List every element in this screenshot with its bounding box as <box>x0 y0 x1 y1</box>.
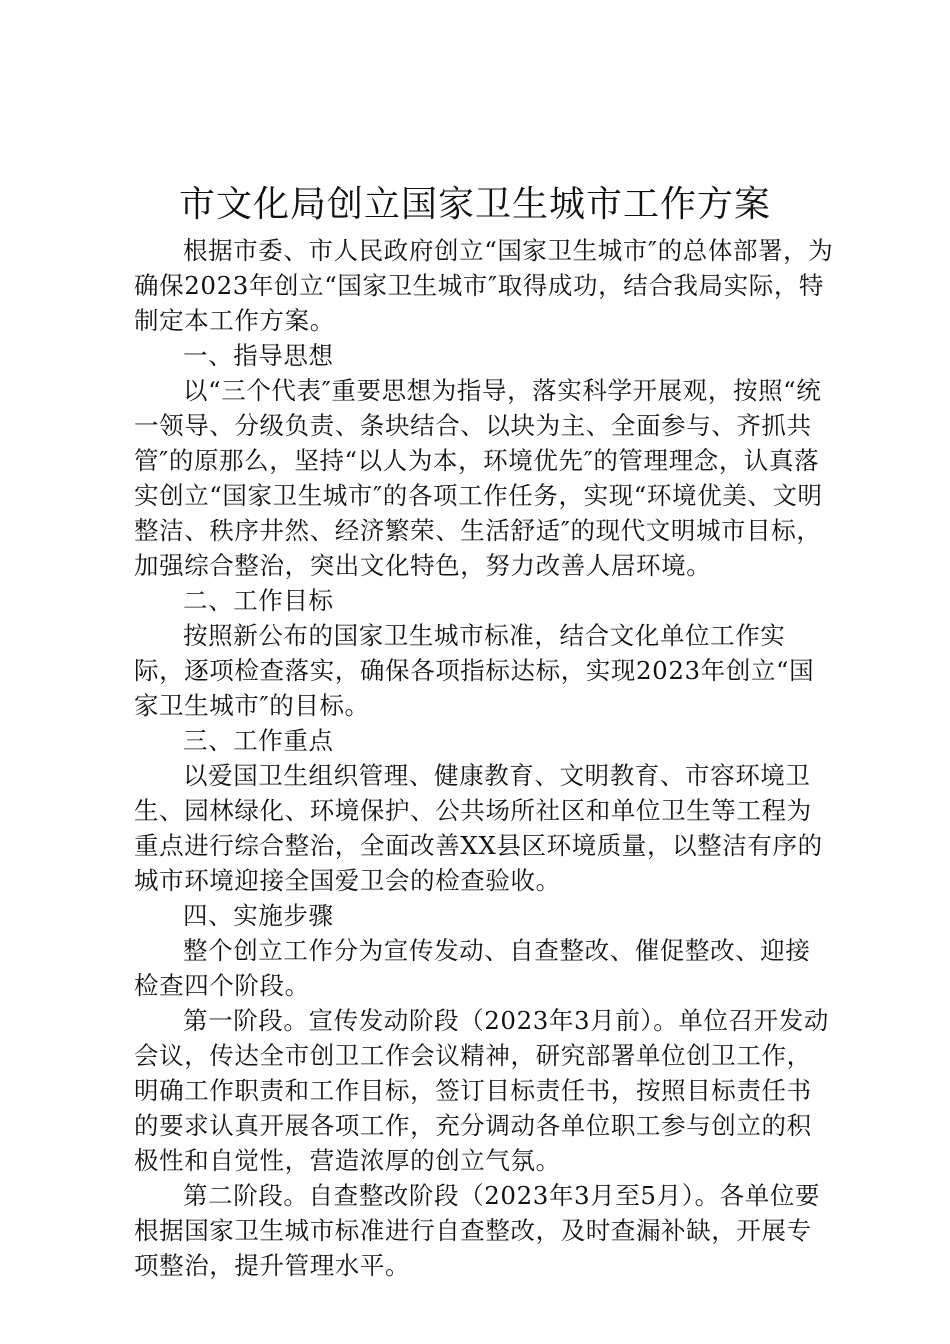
guiding-ideology-paragraph: 以“三个代表″重要思想为指导，落实科学开展观，按照“统一领导、分级负责、条块结合、以块为主、全面参与、齐抓共管″的原那么，坚持“以人为本，环境优先″的管理理念，认真落实创立“国家卫生城市″的各项工作任务，实现“环境优美、文明整洁、秩序井然、经济繁荣、生活舒适″的现代文明城市目标，加强综合整治，突出文化特色，努力改善人居环境。 <box>134 376 823 580</box>
phase-one-paragraph: 第一阶段。宣传发动阶段（2023年3月前）。单位召开发动会议，传达全市创卫工作会议精神，研究部署单位创卫工作，明确工作职责和工作目标，签订目标责任书，按照目标责任书的要求认真开展各项工作，充分调动各单位职工参与创立的积极性和自觉性，营造浓厚的创立气氛。 <box>134 1006 829 1175</box>
work-focus-paragraph: 以爱国卫生组织管理、健康教育、文明教育、市容环境卫生、园林绿化、环境保护、公共场所社区和单位卫生等工程为重点进行综合整治，全面改善XX县区环境质量，以整洁有序的城市环境迎接全国爱卫会的检查验收。 <box>134 761 823 895</box>
intro-paragraph: 根据市委、市人民政府创立“国家卫生城市″的总体部署，为确保2023年创立“国家卫生城市″取得成功，结合我局实际，特制定本工作方案。 <box>134 236 834 335</box>
section-heading-work-focus: 三、工作重点 <box>183 726 334 755</box>
document-title: 市文化局创立国家卫生城市工作方案 <box>178 184 771 225</box>
work-goals-paragraph: 按照新公布的国家卫生城市标准，结合文化单位工作实际，逐项检查落实，确保各项指标达标，实现2023年创立“国家卫生城市″的目标。 <box>134 621 815 720</box>
section-heading-work-goals: 二、工作目标 <box>183 586 334 615</box>
section-heading-implementation-steps: 四、实施步骤 <box>183 901 334 930</box>
document-body <box>134 233 834 1283</box>
section-heading-guiding-ideology: 一、指导思想 <box>183 341 334 370</box>
implementation-overview-paragraph: 整个创立工作分为宣传发动、自查整改、催促整改、迎接检查四个阶段。 <box>134 936 811 1000</box>
phase-two-paragraph: 第二阶段。自查整改阶段（2023年3月至5月）。各单位要根据国家卫生城市标准进行自查整改，及时查漏补缺，开展专项整治，提升管理水平。 <box>134 1181 821 1280</box>
